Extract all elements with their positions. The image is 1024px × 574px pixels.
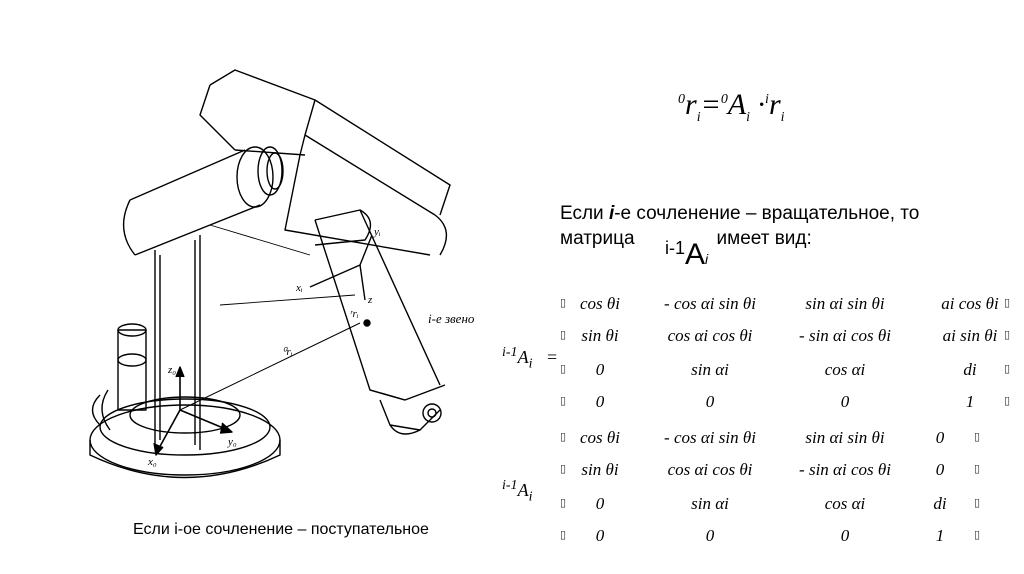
matrix2-lhs — [502, 478, 532, 506]
matrix-symbol-var: A — [685, 238, 706, 271]
eq-lhs-var: r — [685, 88, 697, 121]
yi-label: yᵢ — [374, 226, 381, 238]
link-label: i-е звено — [428, 311, 475, 326]
eq-equals: = — [700, 88, 721, 121]
matrix-bracket: ▯ — [973, 528, 980, 541]
main-equation — [678, 88, 785, 126]
text-line-2 — [560, 226, 1000, 251]
base-ellipse — [90, 405, 280, 475]
zi-label: z — [368, 294, 373, 306]
matrix-cell: 0 — [595, 360, 605, 379]
matrix1-eq: = — [546, 347, 558, 367]
text-line-1-bold: i — [608, 203, 615, 224]
text-line-1-post: -е сочленение – вращательное, то — [614, 203, 920, 224]
matrix-cell: sin αi sin θi — [805, 428, 885, 447]
eq-lhs-pre: 0 — [678, 92, 685, 107]
y0-label: y₀ — [228, 436, 237, 448]
matrix-cell: - sin αi cos θi — [799, 460, 891, 479]
matrix-cell: - cos αi sin θi — [664, 294, 756, 313]
matrix2-lhs-pre: i-1 — [502, 478, 518, 493]
eq-dot: · — [757, 88, 766, 121]
matrix-cell: - sin αi cos θi — [799, 326, 891, 345]
text-line-1 — [560, 201, 1000, 226]
matrix-bracket: ▯ — [560, 430, 567, 443]
matrix-bracket: ▯ — [1003, 296, 1010, 309]
matrix-bracket: ▯ — [560, 296, 567, 309]
eq-rhs2-var: r — [768, 88, 781, 121]
eq-rhs2-pre: i — [765, 92, 769, 107]
matrix-cell: cos θi — [580, 294, 620, 313]
matrix2-lhs-sub: i — [528, 489, 533, 505]
xi-label: xᵢ — [296, 282, 303, 294]
matrix-bracket: ▯ — [560, 394, 567, 407]
matrix-cell: 0 — [840, 526, 850, 545]
text-line-2-pre: матрица — [560, 228, 635, 249]
matrix-cell: cos αi — [824, 494, 866, 513]
x0-label: x₀ — [148, 456, 157, 468]
ri0-label: ⁰rᵢ — [282, 346, 293, 358]
eq-rhs2-sub: i — [780, 110, 785, 125]
matrix-cell: 0 — [595, 494, 605, 513]
matrix-cell: 0 — [595, 526, 605, 545]
matrix-cell: di — [933, 494, 947, 513]
prismatic-caption: Если i-ое сочленение – поступательное — [133, 521, 429, 538]
matrix-bracket: ▯ — [973, 462, 980, 475]
matrix-bracket: ▯ — [560, 328, 567, 341]
matrix-cell: 0 — [935, 460, 945, 479]
matrix-bracket: ▯ — [1003, 394, 1010, 407]
matrix-cell: sin αi — [691, 494, 729, 513]
matrix-bracket: ▯ — [973, 496, 980, 509]
matrix-cell: cos αi — [824, 360, 866, 379]
matrix1-lhs-var: A — [517, 347, 529, 367]
matrix-cell: 0 — [840, 392, 850, 411]
matrix-bracket: ▯ — [560, 528, 567, 541]
matrix-cell: sin αi — [691, 360, 729, 379]
robot-arm-drawing — [60, 55, 520, 495]
matrix1-lhs-pre: i-1 — [502, 345, 518, 360]
ri-label: ʳrᵢ — [350, 308, 359, 320]
matrix-cell: 0 — [935, 428, 945, 447]
matrix-bracket: ▯ — [560, 462, 567, 475]
matrix1-lhs-sub: i — [528, 356, 533, 372]
matrix-symbol — [665, 238, 708, 272]
matrix-cell: 0 — [705, 392, 715, 411]
matrix-cell: 0 — [705, 526, 715, 545]
matrix2 — [560, 428, 980, 556]
matrix2-lhs-var: A — [517, 480, 529, 500]
matrix-cell: ai cos θi — [941, 294, 999, 313]
matrix-cell: 1 — [965, 392, 975, 411]
matrix-bracket: ▯ — [560, 496, 567, 509]
matrix1 — [560, 294, 1010, 422]
matrix-bracket: ▯ — [1003, 362, 1010, 375]
matrix-cell: 0 — [595, 392, 605, 411]
matrix-cell: - cos αi sin θi — [664, 428, 756, 447]
matrix-cell: sin θi — [581, 460, 619, 479]
text-line-1-pre: Если — [560, 203, 609, 224]
eq-rhs-pre: 0 — [720, 92, 728, 107]
matrix-cell: cos αi cos θi — [667, 460, 753, 479]
matrix-cell: cos αi cos θi — [667, 326, 753, 345]
matrix-bracket: ▯ — [973, 430, 980, 443]
matrix-symbol-sub: i — [705, 251, 709, 267]
eq-lhs-sub: i — [696, 110, 701, 125]
matrix-bracket: ▯ — [1003, 328, 1010, 341]
matrix-cell: ai sin θi — [942, 326, 998, 345]
revolute-description — [560, 201, 1000, 251]
eq-rhs-var: A — [727, 88, 747, 121]
matrix1-lhs — [502, 345, 557, 373]
matrix-cell: 1 — [935, 526, 945, 545]
matrix-symbol-pre: i-1 — [665, 238, 686, 258]
text-line-2-post: имеет вид: — [716, 228, 812, 249]
matrix-cell: di — [963, 360, 977, 379]
eq-rhs-sub: i — [746, 110, 751, 125]
z0-label: z₀ — [168, 364, 177, 376]
matrix-cell: sin αi sin θi — [805, 294, 885, 313]
matrix-cell: cos θi — [580, 428, 620, 447]
matrix-cell: sin θi — [581, 326, 619, 345]
robot-arm-figure — [60, 55, 520, 495]
matrix-bracket: ▯ — [560, 362, 567, 375]
